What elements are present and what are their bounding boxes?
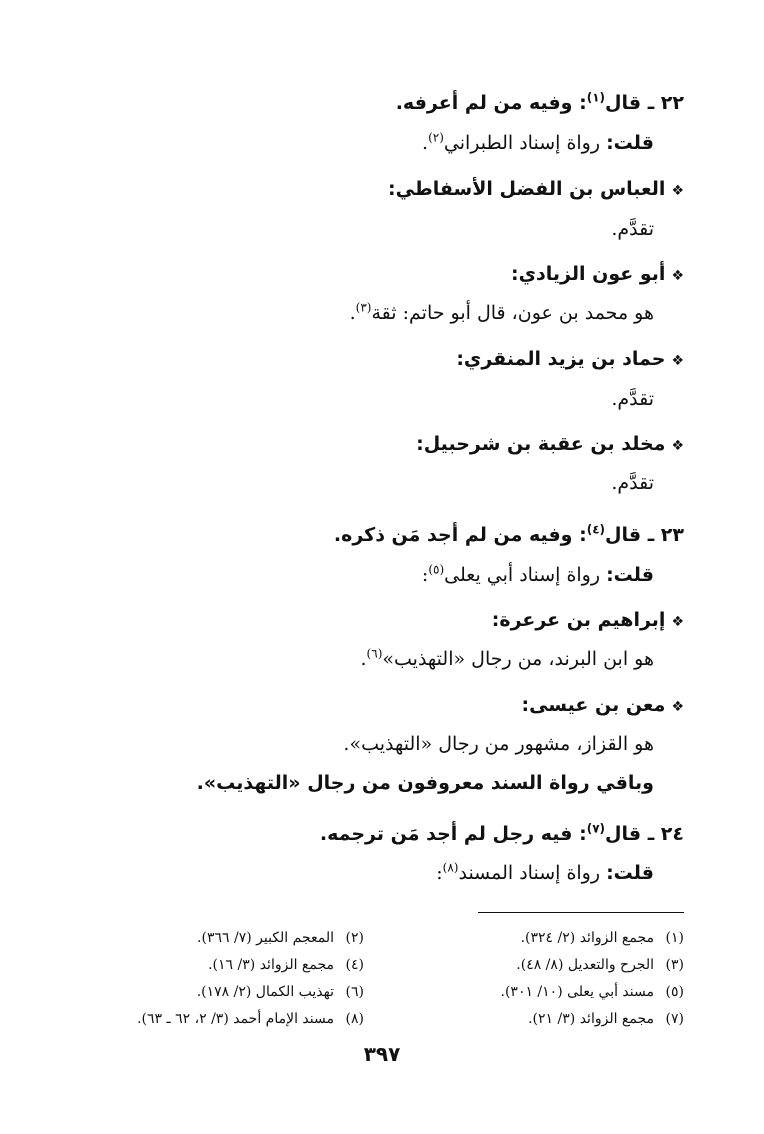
footnote-text: مجمع الزوائد (٣/ ١٦).	[208, 957, 334, 973]
narrator-heading	[388, 178, 684, 200]
bullet-icon: ❖	[671, 614, 684, 630]
footnote-number: (٨)	[345, 1011, 364, 1027]
footnote-text: الجرح والتعديل (٨/ ٤٨).	[516, 957, 654, 973]
footnote-number: (٧)	[665, 1011, 684, 1027]
footnote-number: (٥)	[665, 984, 684, 1000]
note-text: هو محمد بن عون، قال أبو حاتم: ثقة	[371, 302, 654, 324]
footnote-text: تهذيب الكمال (٢/ ١٧٨).	[196, 984, 334, 1000]
footnote-number: (٦)	[345, 984, 364, 1000]
footnote	[208, 957, 364, 973]
footnote-text: مجمع الزوائد (٢/ ٣٢٤).	[520, 930, 654, 946]
entry-number: ٢٢ ـ	[647, 92, 684, 114]
narrator-name: معن بن عيسى:	[521, 694, 666, 716]
note-text: هو ابن البرند، من رجال «التهذيب»	[382, 648, 654, 670]
narrator-heading	[416, 433, 684, 455]
footnote-ref: (٧)	[586, 821, 605, 836]
bullet-icon: ❖	[671, 268, 684, 284]
footnote-number: (٤)	[345, 957, 364, 973]
narrator-name: العباس بن الفضل الأسفاطي:	[388, 178, 666, 200]
footnote-ref: (٤)	[586, 522, 605, 537]
entry-23-qult	[422, 564, 654, 586]
entry-22-qult	[422, 132, 654, 154]
footnote-number: (٢)	[345, 930, 364, 946]
qult-text: رواة إسناد أبي يعلى	[444, 564, 601, 586]
bullet-icon: ❖	[671, 699, 684, 715]
footnote-ref: (٢)	[428, 130, 444, 145]
qult-end: .	[422, 132, 429, 154]
entry-number: ٢٣ ـ	[647, 524, 684, 546]
bullet-icon: ❖	[671, 438, 684, 454]
footnote	[197, 984, 364, 1000]
narrator-note	[361, 648, 655, 670]
footnote-separator	[478, 912, 684, 913]
qult-label: قلت:	[606, 564, 654, 586]
footnote	[137, 1011, 364, 1027]
qal-word: قال	[605, 823, 642, 845]
footnote	[501, 984, 685, 1000]
narrator-note: تقدَّم.	[611, 388, 654, 410]
narrator-heading	[492, 609, 684, 631]
qult-label: قلت:	[606, 132, 654, 154]
narrator-note: تقدَّم.	[611, 472, 654, 494]
footnote-ref: (٨)	[442, 860, 459, 875]
footnote	[528, 1011, 684, 1027]
narrator-name: أبو عون الزيادي:	[511, 263, 666, 285]
footnote-ref: (٣)	[355, 300, 372, 315]
narrator-heading	[511, 263, 684, 285]
narrator-name: حماد بن يزيد المنقري:	[456, 348, 666, 370]
narrator-name: إبراهيم بن عرعرة:	[491, 609, 666, 631]
qult-text: رواة إسناد المسند	[458, 862, 601, 884]
footnote-text: المعجم الكبير (٧/ ٣٦٦).	[197, 930, 334, 946]
qal-word: قال	[605, 92, 642, 114]
entry-text: : وفيه من لم أعرفه.	[395, 92, 587, 114]
note-end: .	[349, 302, 356, 324]
footnote-ref: (٥)	[428, 562, 445, 577]
qult-label: قلت:	[606, 862, 654, 884]
footnote	[516, 957, 684, 973]
note-end: .	[360, 648, 367, 670]
entry-text: : وفيه من لم أجد مَن ذكره.	[333, 524, 587, 546]
qal-word: قال	[605, 524, 642, 546]
narrator-note: هو القزاز، مشهور من رجال «التهذيب».	[343, 733, 654, 755]
narrator-note: تقدَّم.	[611, 218, 654, 240]
narrator-heading	[521, 694, 684, 716]
footnote-ref: (١)	[586, 90, 605, 105]
footnote-number: (٣)	[665, 957, 684, 973]
remaining-narrators-note: وباقي رواة السند معروفون من رجال «التهذيب».	[196, 772, 654, 794]
bullet-icon: ❖	[671, 353, 684, 369]
narrator-heading	[456, 348, 684, 370]
footnote-text: مجمع الزوائد (٣/ ٢١).	[528, 1011, 654, 1027]
narrator-note	[350, 302, 654, 324]
entry-23-heading	[334, 524, 684, 546]
footnote-number: (١)	[665, 930, 684, 946]
bullet-icon: ❖	[671, 183, 684, 199]
footnote	[197, 930, 364, 946]
entry-24-heading	[320, 823, 684, 845]
page-number: ٣٩٧	[363, 1042, 401, 1066]
entry-24-qult	[436, 862, 654, 884]
narrator-name: مخلد بن عقبة بن شرحبيل:	[416, 433, 666, 455]
footnote-ref: (٦)	[366, 646, 383, 661]
entry-text: : فيه رجل لم أجد مَن ترجمه.	[319, 823, 587, 845]
qult-text: رواة إسناد الطبراني	[443, 132, 601, 154]
entry-number: ٢٤ ـ	[647, 823, 684, 845]
footnote	[521, 930, 684, 946]
footnote-text: مسند الإمام أحمد (٣/ ٢، ٦٢ ـ ٦٣).	[137, 1011, 334, 1027]
qult-end: :	[436, 862, 443, 884]
entry-22-heading	[396, 92, 684, 114]
qult-end: :	[421, 564, 429, 586]
footnote-text: مسند أبي يعلى (١٠/ ٣٠١).	[500, 984, 654, 1000]
